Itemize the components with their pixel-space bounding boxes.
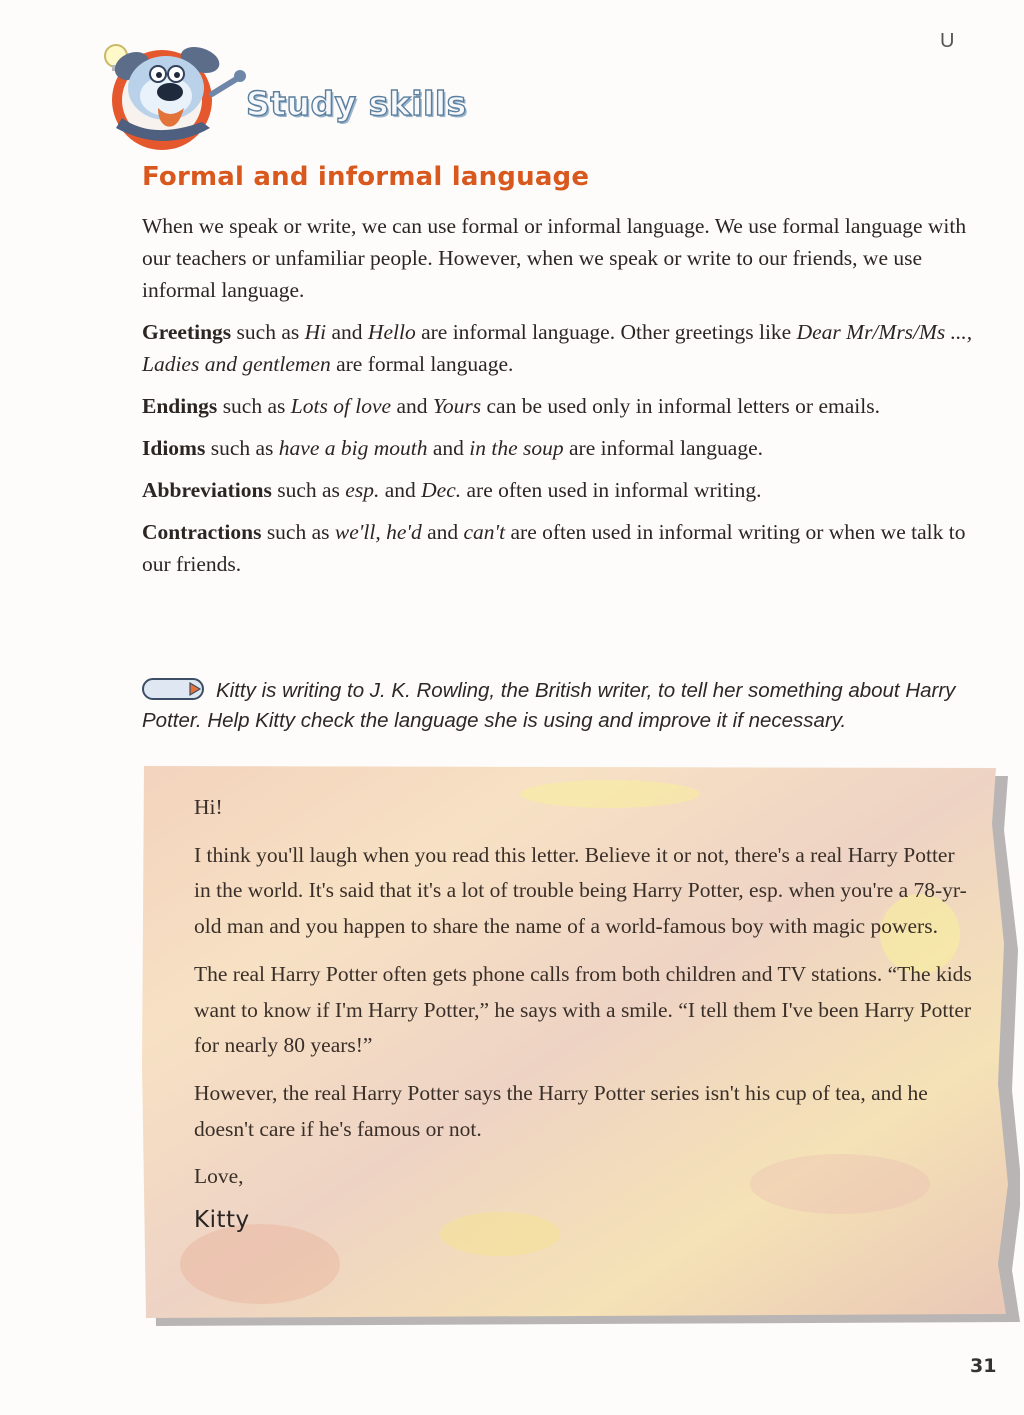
example-in-the-soup: in the soup — [469, 436, 564, 460]
abbreviations-paragraph — [142, 474, 990, 506]
term-endings: Endings — [142, 394, 218, 418]
task-marker-icon — [142, 677, 208, 701]
example-dec: Dec. — [421, 478, 462, 502]
text-span: and — [391, 394, 433, 418]
text-span: are often used in informal writing. — [461, 478, 762, 502]
corner-mark: U — [940, 30, 955, 52]
letter-signature: Kitty — [194, 1207, 250, 1234]
letter-greeting: Hi! — [194, 795, 223, 819]
dog-mascot-icon — [92, 36, 272, 151]
example-formal-greetings: Dear Mr/Mrs/Ms ..., Ladies and gentlemen — [142, 320, 973, 376]
example-big-mouth: have a big mouth — [278, 436, 428, 460]
term-abbreviations: Abbreviations — [142, 478, 272, 502]
example-lots-of-love: Lots of love — [290, 394, 392, 418]
text-span: are informal language. Other greetings like — [415, 320, 797, 344]
text-span: can be used only in informal letters or emails. — [481, 394, 880, 418]
text-span: such as — [271, 478, 346, 502]
example-cant: can't — [463, 520, 506, 544]
instruction-text: Kitty is writing to J. K. Rowling, the British writer, to tell her something about Harry Potter. Help Kitty check the language she is using and improve it if necessary. — [142, 679, 956, 732]
contractions-paragraph — [142, 516, 990, 580]
page-number: 31 — [970, 1355, 997, 1377]
text-span: such as — [261, 520, 335, 544]
idioms-paragraph — [142, 432, 990, 464]
endings-paragraph — [142, 390, 990, 422]
task-instruction — [142, 676, 1002, 736]
text-span: are informal language. — [563, 436, 764, 460]
text-span: and — [379, 478, 422, 502]
text-span: are often used in informal writing or when we talk to our friends. — [142, 520, 966, 576]
example-esp: esp. — [345, 478, 380, 502]
greetings-paragraph — [142, 316, 990, 380]
term-greetings: Greetings — [142, 320, 232, 344]
text-span: such as — [217, 394, 291, 418]
intro-paragraph: When we speak or write, we can use formal or informal language. We use formal language with our teachers or unfamiliar people. However, when we speak or write to our friends, we use informal language. — [142, 214, 967, 302]
term-contractions: Contractions — [142, 520, 262, 544]
text-span: such as — [231, 320, 305, 344]
letter-paragraph: The real Harry Potter often gets phone calls from both children and TV stations. “The kids want to know if I'm Harry Potter,” he says with a smile. “I tell them I've been Harry Potter for nearly 80 years!” — [194, 961, 972, 1058]
explanation-body — [142, 210, 990, 590]
letter-paragraph: However, the real Harry Potter says the Harry Potter series isn't his cup of tea, and he doesn't care if he's famous or not. — [194, 1080, 928, 1141]
text-span: such as — [205, 436, 279, 460]
text-span: and — [427, 436, 470, 460]
lesson-heading: Formal and informal language — [142, 162, 590, 192]
text-span: and — [326, 320, 368, 344]
example-hello: Hello — [367, 320, 416, 344]
example-hi: Hi — [304, 320, 327, 344]
letter-paragraph: I think you'll laugh when you read this letter. Believe it or not, there's a real Harry Potter in the world. It's said that it's a lot of trouble being Harry Potter, esp. when you're a 78-yr-old man and you happen to share the name of a world-famous boy with magic powers. — [194, 842, 967, 939]
text-span: and — [421, 520, 464, 544]
section-title: Study skills — [246, 84, 467, 123]
letter-closing: Love, — [194, 1164, 244, 1189]
letter-body — [194, 790, 974, 1233]
example-well-hed: we'll, he'd — [334, 520, 422, 544]
example-yours: Yours — [432, 394, 482, 418]
text-span: are formal language. — [330, 352, 514, 376]
term-idioms: Idioms — [142, 436, 206, 460]
